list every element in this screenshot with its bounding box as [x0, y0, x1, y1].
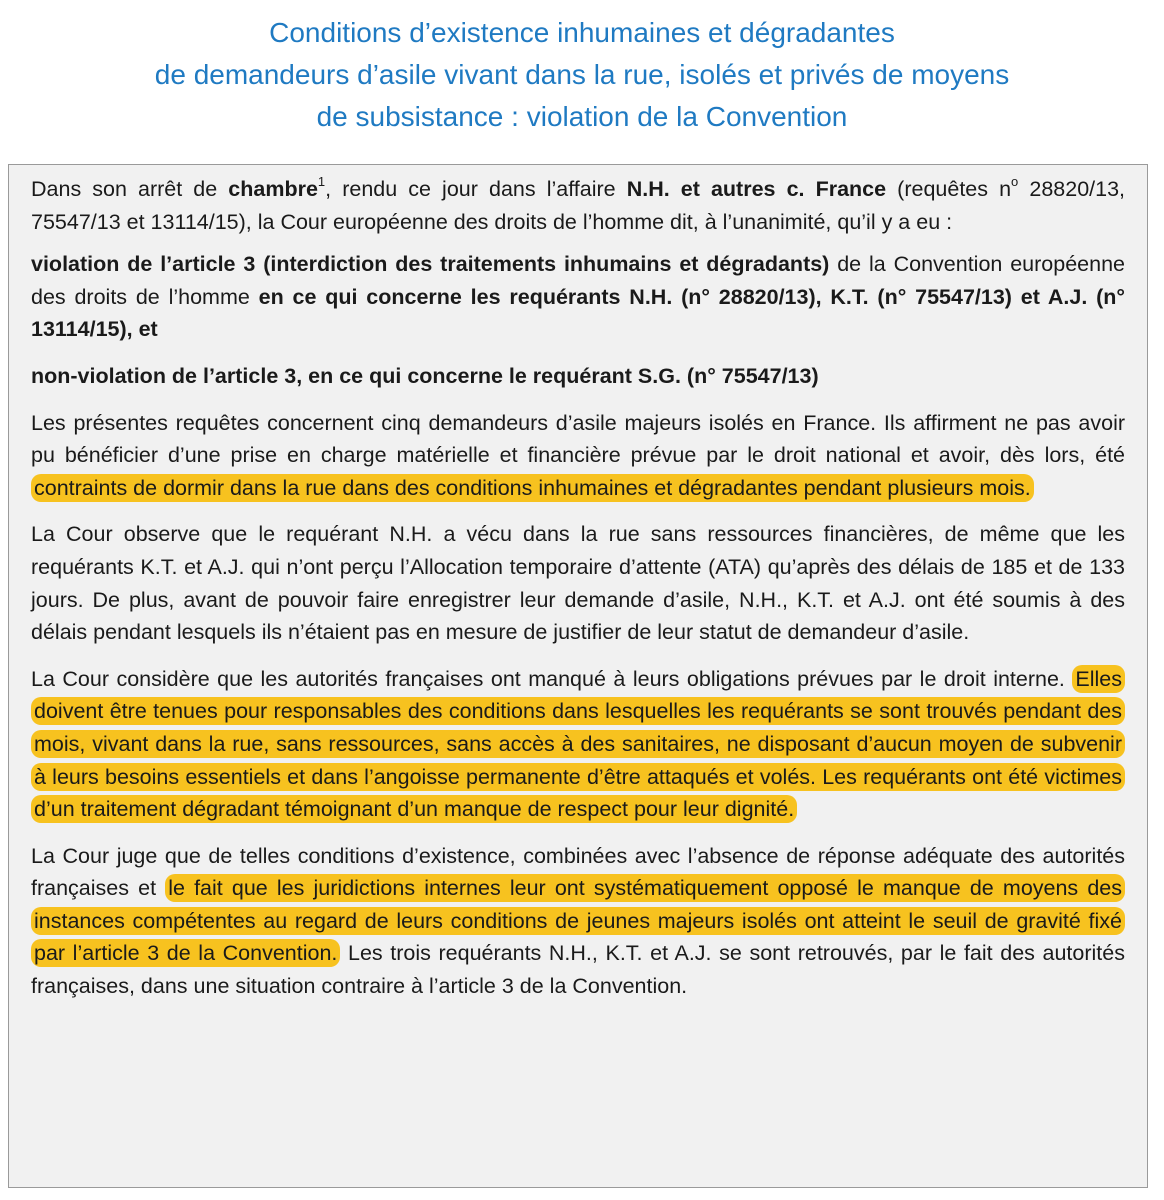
text: La Cour observe que le requérant N.H. a vécu dans la rue sans ressources financières, de même que les requérants K.T. et A.J. qui n’ont perçu l’Allocation temporaire d’attente (ATA) qu’après des délais de 185 et de 133 jours. De plus, avant de pouvoir faire enregistrer leur demande d’asile, N.H., K.T. et A.J. ont été soumis à des délais pendant lesquels ils n’étaient pas en mesure de justifier de leur statut de demandeur d’asile. [31, 522, 1125, 645]
paragraph-violation [31, 248, 1125, 346]
paragraph-non-violation [31, 360, 1125, 393]
text: Dans son arrêt de [31, 177, 229, 201]
text: (requêtes n [886, 177, 1012, 201]
bold-text: chambre [228, 177, 318, 201]
title-line-2: de demandeurs d’asile vivant dans la rue, isolés et privés de moyens [154, 59, 1010, 90]
footnote-ref[interactable]: 1 [317, 173, 326, 189]
paragraph-court-consideration [31, 663, 1125, 826]
highlighted-text: contraints de dormir dans la rue dans des conditions inhumaines et dégradantes pendant plusieurs mois. [31, 474, 1034, 502]
case-name: N.H. et autres c. France [626, 177, 887, 201]
text: 28820/13, 75547/13 et 13114/15), la Cour européenne des droits de l’homme dit, à l’unanimité, qu’il y a eu : [31, 177, 1126, 234]
highlighted-text: Elles doivent être tenues pour responsables des conditions dans lesquelles les requérants se sont trouvés pendant des mois, vivant dans la rue, sans ressources, sans accès à des sanitaires, ne disposant d’aucun moyen de subvenir à leurs besoins essentiels et dans l’angoisse permanente d’être attaqués et volés. Les requérants ont été victimes d’un traitement dégradant témoignant d’un manque de respect pour leur dignité. [31, 665, 1125, 823]
page-title [0, 12, 1164, 138]
paragraph-court-ruling [31, 840, 1125, 1003]
paragraph-judgment-intro [31, 173, 1125, 238]
text: La Cour juge que de telles conditions d’existence, combinées avec l’absence de réponse adéquate des autorités françaises et [31, 843, 1125, 901]
bold-text: non-violation de l’article 3, en ce qui concerne le requérant S.G. (n° 75547/13) [31, 363, 819, 388]
text: Les présentes requêtes concernent cinq demandeurs d’asile majeurs isolés en France. Ils affirment ne pas avoir pu bénéficier d’une prise en charge matérielle et financière prévue par le droit national et avoir, dès lors, été [31, 410, 1125, 468]
superscript: o [1011, 173, 1019, 189]
press-release-summary-box [8, 164, 1148, 1188]
paragraph-court-observation [31, 518, 1125, 648]
text: , rendu ce jour dans l’affaire [325, 177, 627, 201]
bold-text: violation de l’article 3 (interdiction des traitements inhumains et dégradants) [31, 252, 830, 277]
bold-text: en ce qui concerne les requérants N.H. (n° 28820/13), K.T. (n° 75547/13) et A.J. (n° 13114/15), et [31, 284, 1126, 342]
title-line-3: de subsistance : violation de la Convention [316, 101, 848, 132]
text: La Cour considère que les autorités françaises ont manqué à leurs obligations prévues par le droit interne. [31, 666, 1073, 691]
text: Les trois requérants N.H., K.T. et A.J. se sont retrouvés, par le fait des autorités françaises, dans une situation contraire à l’article 3 de la Convention. [31, 941, 1125, 999]
highlighted-text: le fait que les juridictions internes leur ont systématiquement opposé le manque de moyens des instances compétentes au regard de leurs conditions de jeunes majeurs isolés ont atteint le seuil de gravité fixé par l’article 3 de la Convention. [31, 874, 1125, 967]
text: de la Convention européenne des droits de l’homme [31, 252, 1125, 309]
paragraph-applications [31, 407, 1125, 505]
title-line-1: Conditions d’existence inhumaines et dégradantes [269, 17, 895, 48]
